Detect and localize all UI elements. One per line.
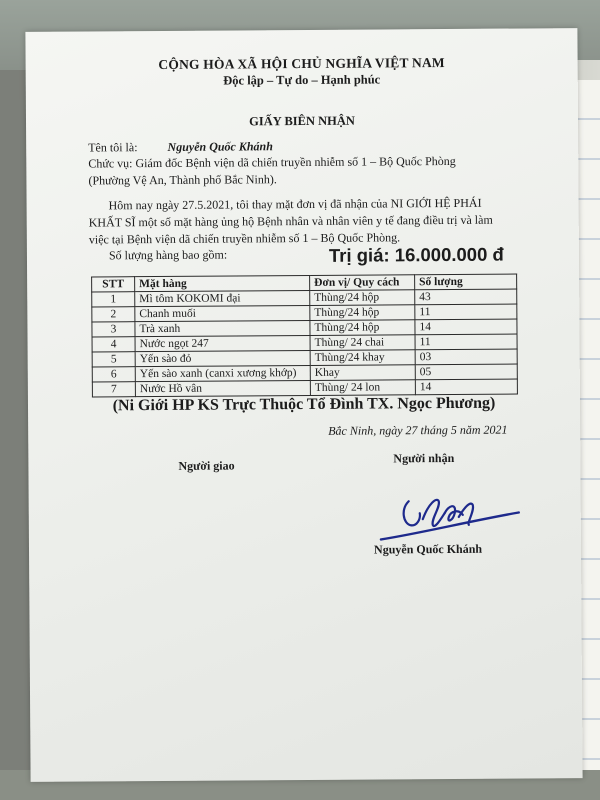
- row-quantity: 05: [415, 364, 517, 380]
- row-stt: 4: [92, 337, 135, 352]
- header-quantity: Số lượng: [415, 274, 517, 290]
- row-stt: 7: [92, 382, 135, 397]
- row-item: Trà xanh: [135, 320, 310, 336]
- row-unit: Thùng/ 24 chai: [310, 335, 415, 351]
- row-unit: Thùng/24 hộp: [310, 320, 415, 336]
- national-motto: Độc lập – Tự do – Hạnh phúc: [223, 72, 381, 88]
- document-title: GIẤY BIÊN NHẬN: [249, 113, 355, 129]
- row-item: Mì tôm KOKOMI đại: [135, 290, 310, 306]
- row-quantity: 14: [415, 319, 517, 335]
- row-quantity: 11: [415, 334, 517, 350]
- position-line: [88, 153, 456, 173]
- row-item: Yến sào xanh (canxi xương khớp): [135, 365, 310, 381]
- position-line-2: (Phường Vệ An, Thành phố Bắc Ninh).: [88, 172, 277, 188]
- receipt-document: [25, 28, 582, 782]
- name-value: Nguyễn Quốc Khánh: [167, 139, 273, 154]
- signer-name: Nguyễn Quốc Khánh: [373, 541, 483, 557]
- sponsor-note: (Ni Giới HP KS Trực Thuộc Tổ Đình TX. Ngọc Phương): [112, 394, 496, 415]
- row-stt: 3: [92, 322, 135, 337]
- row-quantity: 03: [415, 349, 517, 365]
- row-quantity: 43: [415, 289, 517, 305]
- row-stt: 1: [92, 292, 135, 307]
- national-title: CỘNG HÒA XÃ HỘI CHỦ NGHĨA VIỆT NAM: [158, 55, 445, 73]
- body-line-3: việc tại Bệnh viện dã chiến truyền nhiễm số 1 – Bộ Quốc Phòng.: [88, 230, 401, 247]
- row-quantity: 11: [415, 304, 517, 320]
- position-value: Giám đốc Bệnh viện dã chiến truyền nhiễm số 1 – Bộ Quốc Phòng: [135, 153, 456, 171]
- position-label: Chức vụ:: [88, 156, 133, 171]
- row-item: Nước Hồ vân: [135, 380, 310, 396]
- name-label: Tên tôi là:: [88, 140, 138, 155]
- row-unit: Thùng/24 hộp: [310, 305, 415, 321]
- body-line-2: KHẤT SĨ một số mặt hàng ủng hộ Bệnh nhân và nhân viên y tế đang điều trị và làm: [88, 212, 493, 230]
- handwritten-signature: [341, 478, 521, 549]
- header-unit: Đơn vị/ Quy cách: [310, 275, 415, 291]
- place-date: Bắc Ninh, ngày 27 tháng 5 năm 2021: [328, 422, 508, 438]
- row-item: Nước ngọt 247: [135, 335, 310, 351]
- row-stt: 6: [92, 367, 135, 382]
- receiver-label: Người nhận: [393, 450, 455, 466]
- goods-table: [91, 274, 518, 398]
- row-unit: Thùng/24 hộp: [310, 290, 415, 306]
- row-stt: 5: [92, 352, 135, 367]
- total-value: Trị giá: 16.000.000 đ: [328, 243, 504, 266]
- giver-label: Người giao: [178, 458, 235, 473]
- header-item: Mặt hàng: [135, 275, 310, 291]
- quantity-intro: Số lượng hàng bao gồm:: [108, 247, 228, 263]
- row-quantity: 14: [415, 379, 517, 395]
- row-unit: Thùng/ 24 lon: [310, 380, 415, 396]
- row-unit: Khay: [310, 365, 415, 381]
- row-item: Yến sào đỏ: [135, 350, 310, 366]
- row-stt: 2: [92, 307, 135, 322]
- body-line-1: Hôm nay ngày 27.5.2021, tôi thay mặt đơn vị đã nhận của NI GIỚI HỆ PHÁI: [108, 195, 482, 213]
- row-item: Chanh muối: [135, 305, 310, 321]
- header-stt: STT: [92, 277, 135, 292]
- row-unit: Thùng/24 khay: [310, 350, 415, 366]
